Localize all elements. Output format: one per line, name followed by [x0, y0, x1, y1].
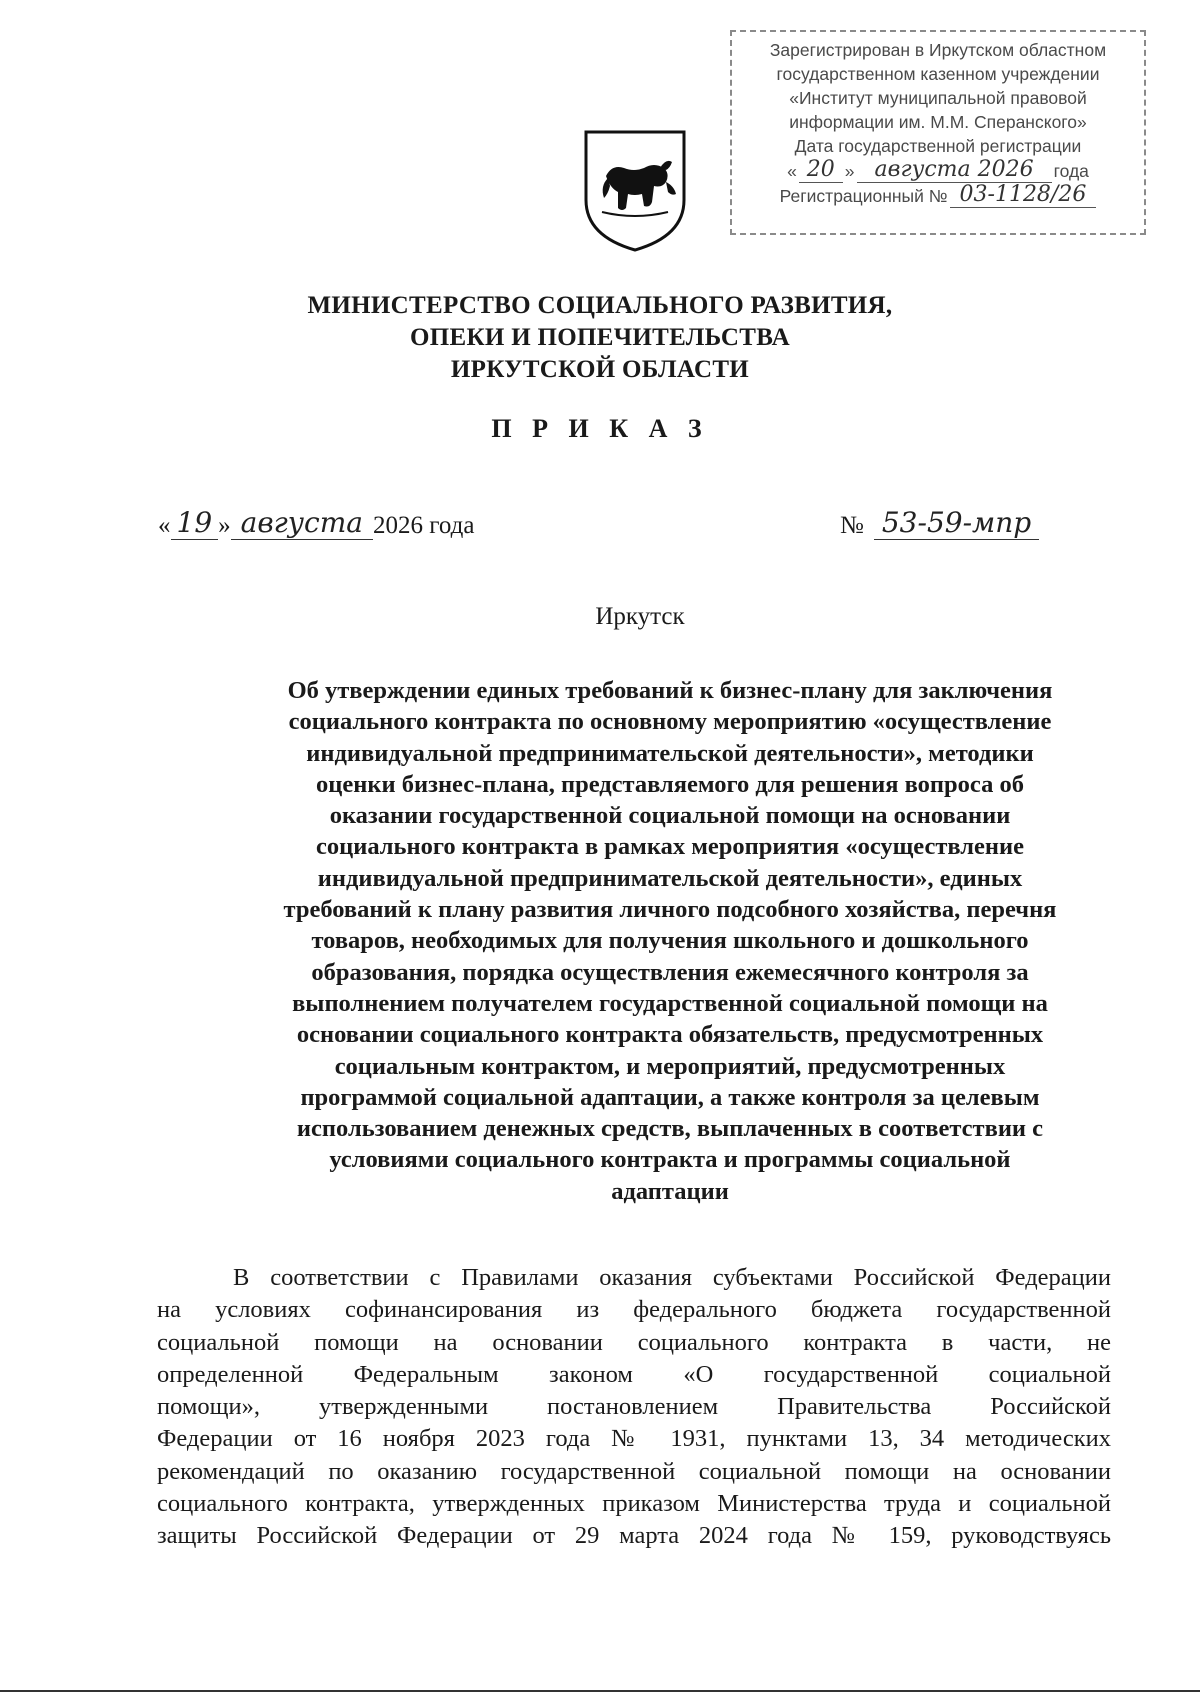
subject-line: оказании государственной социальной помощи на основании — [329, 802, 1011, 830]
stamp-line: Зарегистрирован в Иркутском областном — [769, 40, 1107, 60]
body-line: социальной помощи на основании социального контракта в части, не — [157, 1328, 1111, 1356]
subject-line: адаптации — [611, 1177, 729, 1205]
stamp-date-close-quote: » — [844, 161, 855, 181]
ministry-header-line: ОПЕКИ И ПОПЕЧИТЕЛЬСТВА — [410, 324, 790, 351]
subject-line: Об утверждении единых требований к бизнес-плану для заключения — [287, 677, 1053, 704]
ministry-header-line: ИРКУТСКОЙ ОБЛАСТИ — [450, 356, 750, 383]
order-date-open-quote: « — [158, 512, 171, 539]
stamp-date-row — [738, 158, 1138, 183]
body-paragraph — [157, 1262, 1111, 1553]
order-number — [840, 506, 1039, 540]
stamp-date-year-suffix: года — [1053, 161, 1089, 181]
order-date — [158, 506, 474, 540]
subject-line: использованием денежных средств, выплаченных в соответствии с — [296, 1115, 1044, 1143]
order-number-label: № — [840, 512, 864, 539]
registration-stamp — [730, 30, 1146, 235]
order-subject — [210, 675, 1130, 1207]
stamp-date-open-quote: « — [787, 161, 797, 181]
subject-line: основании социального контракта обязательств, предусмотренных — [296, 1021, 1044, 1049]
subject-line: социальным контрактом, и мероприятий, предусмотренных — [334, 1052, 1006, 1080]
subject-line: товаров, необходимых для получения школьного и дошкольного — [311, 927, 1029, 955]
subject-line: условиями социального контракта и программы социальной — [329, 1146, 1011, 1174]
subject-line: социального контракта по основному мероприятию «осуществление — [288, 708, 1052, 736]
coat-of-arms-icon — [582, 128, 688, 254]
body-line: помощи», утвержденными постановлением Правительства Российской — [157, 1393, 1111, 1421]
stamp-date-day: 20 — [799, 158, 843, 183]
body-line: определенной Федеральным законом «О государственной социальной — [157, 1360, 1111, 1388]
stamp-date-month: августа 2026 — [857, 158, 1052, 183]
stamp-line: государственном казенном учреждении — [776, 64, 1100, 84]
page-bottom-divider — [0, 1690, 1200, 1692]
subject-line: программой социальной адаптации, а также контроля за целевым — [300, 1083, 1040, 1111]
order-date-month: августа — [231, 506, 373, 540]
stamp-line: информации им. М.М. Сперанского» — [789, 112, 1087, 132]
order-date-year: 2026 года — [372, 512, 475, 539]
order-date-day: 19 — [171, 506, 219, 540]
ministry-header — [0, 290, 1200, 386]
body-line: социального контракта, утвержденных приказом Министерства труда и социальной — [157, 1490, 1111, 1518]
subject-line: выполнением получателем государственной социальной помощи на — [292, 989, 1048, 1017]
body-line: Федерации от 16 ноября 2023 года № 1931, пунктами 13, 34 методических — [157, 1425, 1111, 1453]
city: Иркутск — [595, 603, 685, 630]
stamp-line: Дата государственной регистрации — [794, 136, 1082, 156]
body-line: на условиях софинансирования из федерального бюджета государственной — [157, 1296, 1111, 1324]
stamp-reg-label: Регистрационный № — [779, 186, 948, 206]
subject-line: требований к плану развития личного подсобного хозяйства, перечня — [283, 896, 1057, 924]
stamp-reg-number: 03-1128/26 — [950, 183, 1097, 208]
subject-line: оценки бизнес-плана, представляемого для решения вопроса об — [316, 770, 1024, 798]
order-number-value: 53-59-мпр — [874, 506, 1039, 540]
subject-line: индивидуальной предпринимательской деятельности», единых — [317, 864, 1023, 892]
subject-line: образования, порядка осуществления ежемесячного контроля за — [311, 958, 1029, 986]
order-title: П Р И К А З — [491, 414, 709, 443]
stamp-reg-row — [738, 183, 1138, 208]
body-line: защиты Российской Федерации от 29 марта 2024 года № 159, руководствуясь — [157, 1522, 1111, 1550]
ministry-header-line: МИНИСТЕРСТВО СОЦИАЛЬНОГО РАЗВИТИЯ, — [307, 292, 893, 319]
body-line: рекомендаций по оказанию государственной социальной помощи на основании — [157, 1457, 1111, 1485]
stamp-line: «Институт муниципальной правовой — [789, 88, 1087, 108]
subject-line: индивидуальной предпринимательской деятельности», методики — [306, 739, 1034, 767]
subject-line: социального контракта в рамках мероприятия «осуществление — [315, 833, 1025, 861]
body-line: В соответствии с Правилами оказания субъектами Российской Федерации — [233, 1264, 1111, 1291]
order-date-close-quote: » — [218, 512, 231, 539]
